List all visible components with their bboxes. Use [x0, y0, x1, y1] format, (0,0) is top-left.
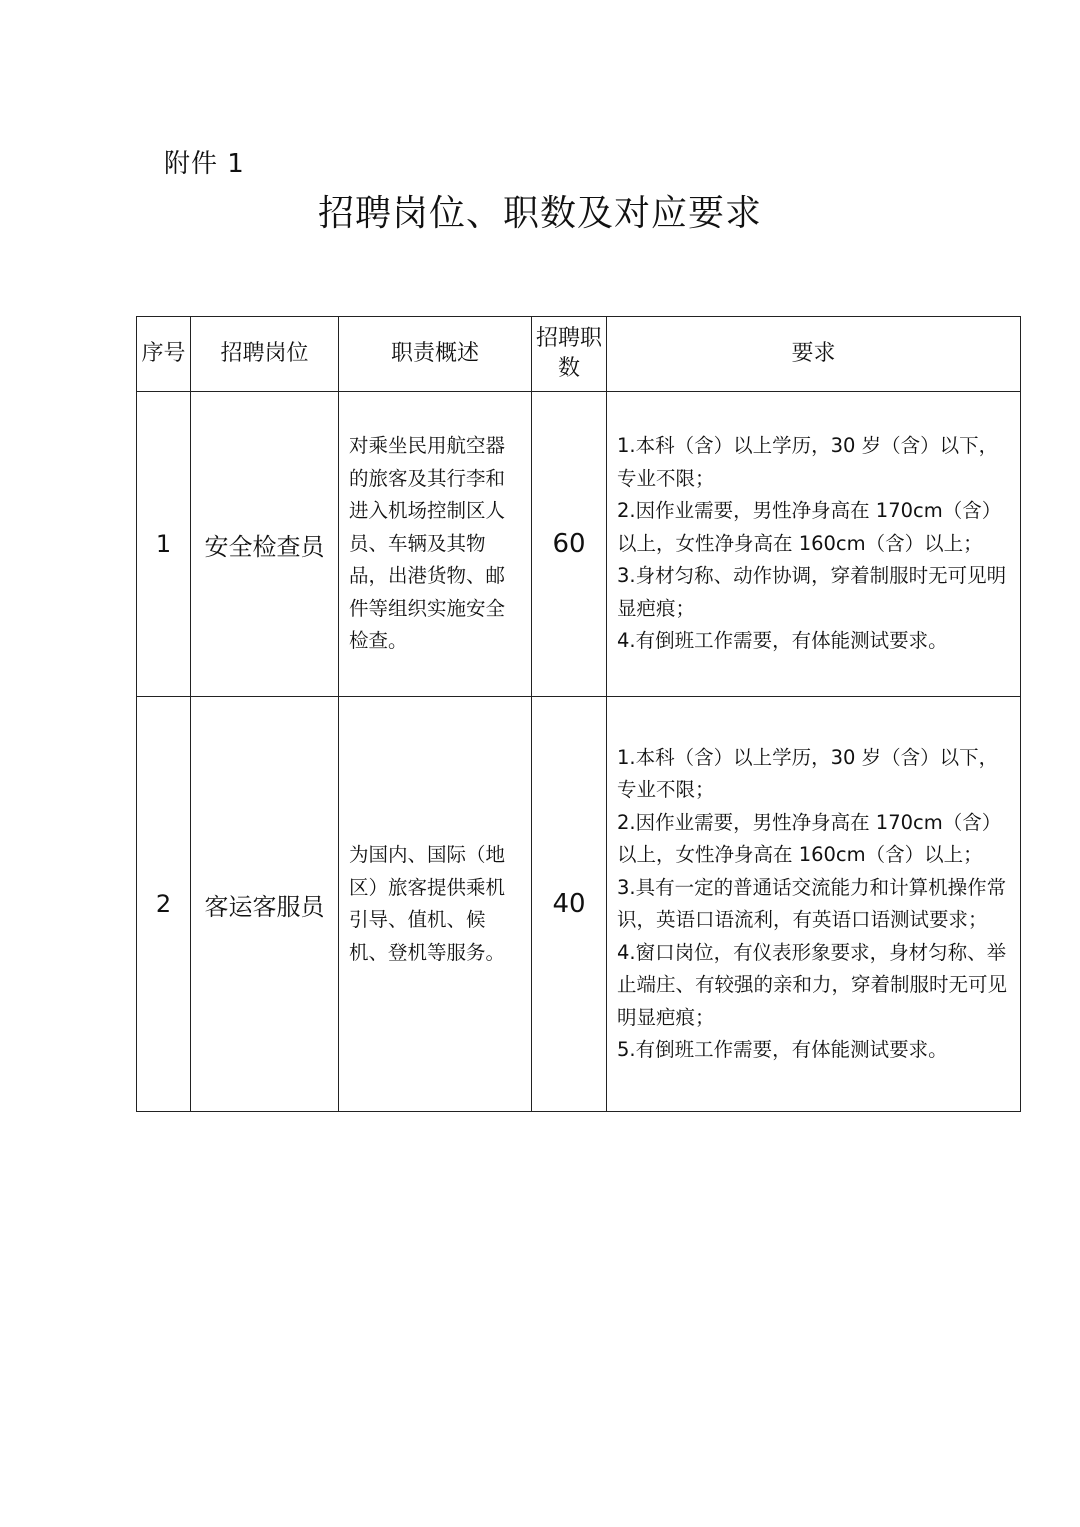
table-row: [137, 697, 1021, 1112]
position-count: 60: [532, 392, 607, 697]
table-header-row: [137, 317, 1021, 392]
recruitment-table: [136, 316, 1021, 1112]
row-number: 2: [137, 697, 191, 1112]
requirement-item: 1.本科（含）以上学历，30 岁（含）以下，专业不限；: [617, 745, 999, 801]
document-title: 招聘岗位、职数及对应要求: [317, 193, 762, 234]
requirement-item: 2.因作业需要，男性净身高在 170cm（含）以上，女性净身高在 160cm（含）以上；: [617, 810, 1002, 866]
position-name: 客运客服员: [191, 697, 339, 1112]
duty-description: 为国内、国际（地区）旅客提供乘机引导、值机、候机、登机等服务。: [339, 697, 532, 1112]
requirement-item: 3.具有一定的普通话交流能力和计算机操作常识，英语口语流利，有英语口语测试要求；: [617, 875, 1007, 931]
header-duty: 职责概述: [339, 317, 532, 392]
requirement-item: 4.有倒班工作需要，有体能测试要求。: [617, 629, 948, 653]
requirement-item: 1.本科（含）以上学历，30 岁（含）以下，专业不限；: [617, 434, 999, 490]
requirement-item: 2.因作业需要，男性净身高在 170cm（含）以上，女性净身高在 160cm（含）以上；: [617, 499, 1002, 555]
duty-description: 对乘坐民用航空器的旅客及其行李和进入机场控制区人员、车辆及其物品，出港货物、邮件等组织实施安全检查。: [339, 392, 532, 697]
row-number: 1: [137, 392, 191, 697]
table-row: [137, 392, 1021, 697]
requirements-cell: [607, 392, 1021, 697]
requirement-item: 3.身材匀称、动作协调，穿着制服时无可见明显疤痕；: [617, 564, 1007, 620]
header-count: 招聘职数: [532, 317, 607, 392]
requirement-item: 4.窗口岗位，有仪表形象要求，身材匀称、举止端庄、有较强的亲和力，穿着制服时无可见明显疤痕；: [617, 940, 1008, 1029]
header-position: 招聘岗位: [191, 317, 339, 392]
position-count: 40: [532, 697, 607, 1112]
attachment-label: 附件 1: [164, 149, 245, 179]
header-no: 序号: [137, 317, 191, 392]
header-requirements: 要求: [607, 317, 1021, 392]
position-name: 安全检查员: [191, 392, 339, 697]
requirement-item: 5.有倒班工作需要，有体能测试要求。: [617, 1038, 948, 1061]
requirements-cell: [607, 697, 1021, 1112]
